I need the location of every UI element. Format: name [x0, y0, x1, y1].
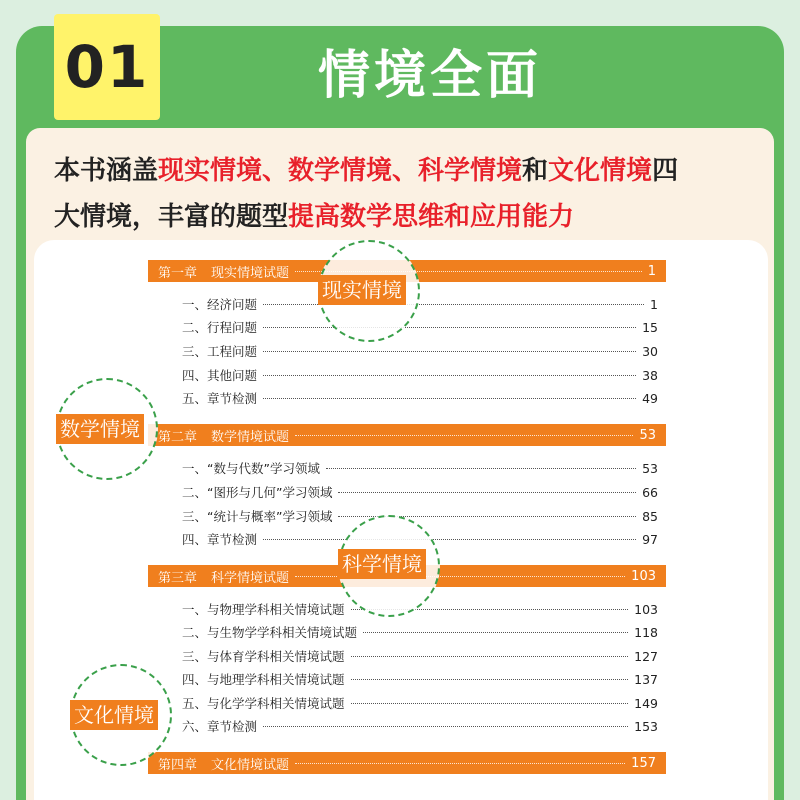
chapter-label: 第二章 — [158, 429, 198, 445]
chapter-page: 53 — [639, 427, 656, 443]
toc-item — [182, 694, 658, 712]
toc-item-page: 15 — [642, 319, 658, 335]
callout-label: 数学情境 — [56, 414, 144, 444]
chapter-label: 第三章 — [158, 570, 198, 586]
chapter-title: 现实情境试题 — [211, 265, 290, 281]
chapter-header — [148, 424, 666, 446]
toc-item — [182, 389, 658, 407]
callout-label: 现实情境 — [318, 275, 406, 305]
leader-dots — [263, 726, 628, 727]
intro-highlight: 文化情境 — [548, 156, 653, 186]
toc-item-page: 153 — [634, 718, 658, 734]
toc-item-page: 137 — [634, 671, 658, 687]
intro-text-plain: 四 — [652, 156, 679, 186]
intro-text-plain: 大情境，丰富的题型 — [54, 202, 289, 232]
toc-item-page: 97 — [642, 531, 658, 547]
leader-dots — [326, 468, 636, 469]
toc-item-label: 二、与生物学学科相关情境试题 — [182, 625, 358, 640]
toc-item-page: 49 — [642, 390, 658, 406]
toc-item-label: 二、“图形与几何”学习领域 — [182, 485, 333, 500]
toc-item-page: 1 — [650, 296, 658, 312]
leader-dots — [363, 632, 628, 633]
toc-item — [182, 717, 658, 735]
toc-item-label: 一、与物理学科相关情境试题 — [182, 602, 345, 617]
leader-dots — [351, 656, 629, 657]
toc-item-label: 四、章节检测 — [182, 532, 258, 547]
toc-item — [182, 670, 658, 688]
leader-dots — [351, 679, 629, 680]
chapter-label: 第一章 — [158, 265, 198, 281]
toc-item-page: 118 — [634, 624, 658, 640]
toc-item-label: 六、章节检测 — [182, 719, 258, 734]
chapter-title: 文化情境试题 — [211, 757, 290, 773]
leader-dots — [351, 703, 629, 704]
toc-item-label: 二、行程问题 — [182, 320, 258, 335]
intro-highlight: 提高数学思维和应用能力 — [288, 202, 575, 232]
leader-dots — [263, 398, 636, 399]
toc-item — [182, 366, 658, 384]
toc-item — [182, 483, 658, 501]
chapter-page: 157 — [631, 755, 656, 771]
toc-item-label: 三、与体育学科相关情境试题 — [182, 649, 345, 664]
intro-text-plain: 本书涵盖 — [54, 156, 159, 186]
callout-label: 文化情境 — [70, 700, 158, 730]
toc-item — [182, 459, 658, 477]
leader-dots — [295, 435, 633, 436]
toc-item-page: 127 — [634, 648, 658, 664]
toc-item — [182, 507, 658, 525]
toc-item-page: 103 — [634, 601, 658, 617]
callout-label: 科学情境 — [338, 549, 426, 579]
toc-item — [182, 295, 658, 313]
leader-dots — [338, 492, 636, 493]
toc-item — [182, 647, 658, 665]
toc-item-page: 30 — [642, 343, 658, 359]
intro-text-plain: 和 — [522, 156, 549, 186]
leader-dots — [263, 375, 636, 376]
toc-item-label: 五、章节检测 — [182, 391, 258, 406]
toc-item-page: 38 — [642, 367, 658, 383]
toc-item-label: 四、其他问题 — [182, 368, 258, 383]
toc-item-page: 53 — [642, 460, 658, 476]
chapter-title: 科学情境试题 — [211, 570, 290, 586]
toc-item-label: 三、“统计与概率”学习领域 — [182, 509, 333, 524]
toc-item-label: 一、“数与代数”学习领域 — [182, 461, 320, 476]
toc-item-page: 149 — [634, 695, 658, 711]
toc-item-label: 三、工程问题 — [182, 344, 258, 359]
leader-dots — [263, 351, 636, 352]
chapter-page: 103 — [631, 568, 656, 584]
chapter-header — [148, 752, 666, 774]
leader-dots — [263, 539, 636, 540]
section-title: 情境全面 — [317, 46, 542, 106]
toc-item — [182, 342, 658, 360]
chapter-label: 第四章 — [158, 757, 198, 773]
toc-item-label: 一、经济问题 — [182, 297, 258, 312]
toc-item-page: 85 — [642, 508, 658, 524]
toc-item-label: 五、与化学学科相关情境试题 — [182, 696, 345, 711]
chapter-title: 数学情境试题 — [211, 429, 290, 445]
leader-dots — [263, 327, 636, 328]
leader-dots — [295, 763, 625, 764]
toc-item-label: 四、与地理学科相关情境试题 — [182, 672, 345, 687]
chapter-page: 1 — [647, 263, 656, 279]
section-number-badge: 01 — [54, 14, 160, 120]
toc-item — [182, 318, 658, 336]
toc-item-page: 66 — [642, 484, 658, 500]
toc-item — [182, 623, 658, 641]
intro-highlight: 现实情境、数学情境、科学情境 — [158, 156, 523, 186]
